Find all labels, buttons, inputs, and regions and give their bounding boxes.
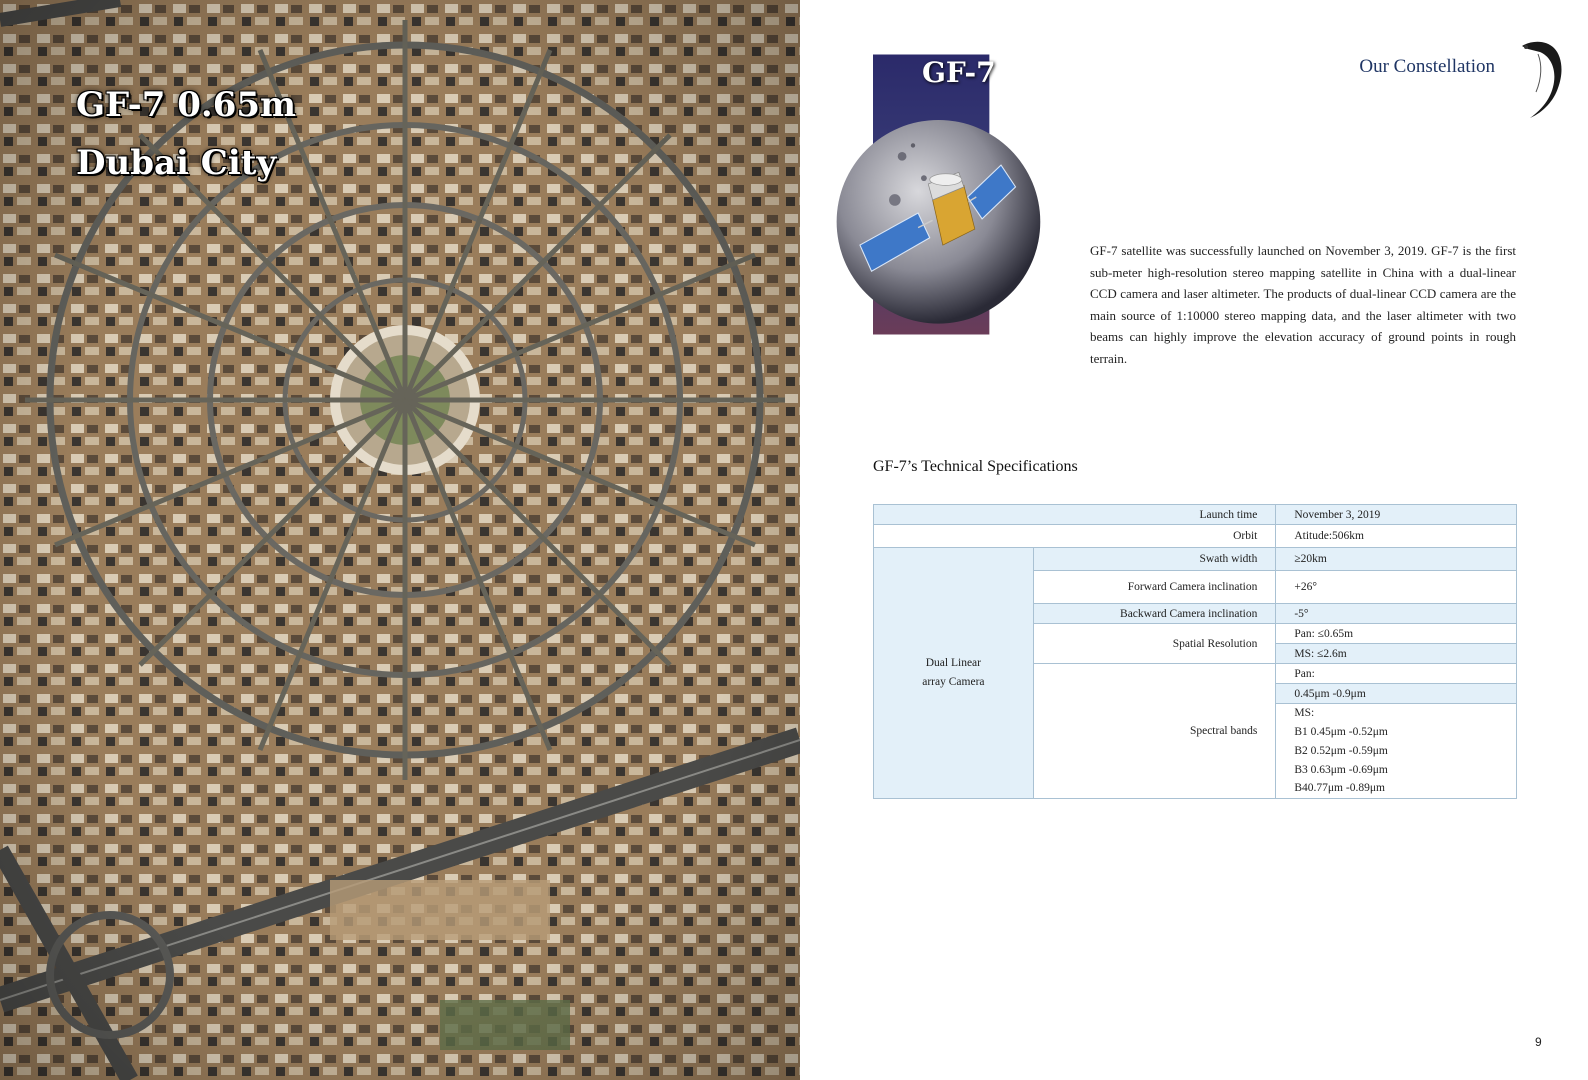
launch-time-label: Launch time [874,505,1276,525]
satellite-description: GF-7 satellite was successfully launched on November 3, 2019. GF-7 is the first sub-meter high-resolution stereo mapping satellite in China with a dual-linear CCD camera and laser altimeter. The products of dual-linear CCD camera are the main source of 1:10000 stereo mapping data, and the laser altimeter with two beams can highly improve the elevation accuracy of ground points in rough terrain. [1090,243,1516,366]
spatial-label: Spatial Resolution [1033,624,1276,664]
page-header-title: Our Constellation [1359,56,1495,77]
specs-table [873,504,1517,799]
spectral-b2: B2 0.52μm -0.59μm [1276,742,1517,761]
forward-label: Forward Camera inclination [1033,571,1276,604]
satellite-label: GF-7 [922,56,996,89]
image-caption-line2: Dubai City [76,143,277,183]
page-number: 9 [1535,1035,1542,1049]
launch-time-value: November 3, 2019 [1276,505,1517,525]
spectral-b3: B3 0.63μm -0.69μm [1294,764,1388,776]
orbit-value: Atitude:506km [1276,525,1517,548]
spectral-pan-value: 0.45μm -0.9μm [1276,684,1517,704]
spectral-label: Spectral bands [1033,664,1276,799]
orbit-label: Orbit [874,525,1276,548]
spectral-b4: B40.77μm -0.89μm [1294,782,1385,795]
backward-label: Backward Camera inclination [1033,604,1276,624]
crane-logo-icon [1518,38,1566,120]
swath-label: Swath width [1033,548,1276,571]
spectral-b3-b4 [1276,761,1517,798]
spectral-ms-label: MS: [1276,704,1517,724]
spectral-b1: B1 0.45μm -0.52μm [1276,723,1517,742]
image-caption-line1: GF-7 0.65m [76,85,297,125]
specs-title: GF-7’s Technical Specifications [873,458,1078,475]
spectral-pan-label: Pan: [1276,664,1517,684]
swath-value: ≥20km [1276,548,1517,571]
spatial-pan-value: Pan: ≤0.65m [1276,624,1517,644]
table-row [874,505,1517,525]
image-caption [76,76,296,192]
spatial-ms-value: MS: ≤2.6m [1276,644,1517,664]
camera-group-cell [874,548,1034,799]
forward-value: +26° [1276,571,1517,604]
table-row [874,525,1517,548]
table-row [874,548,1517,571]
backward-value: -5° [1276,604,1517,624]
camera-group-line2: array Camera [922,675,985,688]
camera-group-line1: Dual Linear [925,656,981,669]
